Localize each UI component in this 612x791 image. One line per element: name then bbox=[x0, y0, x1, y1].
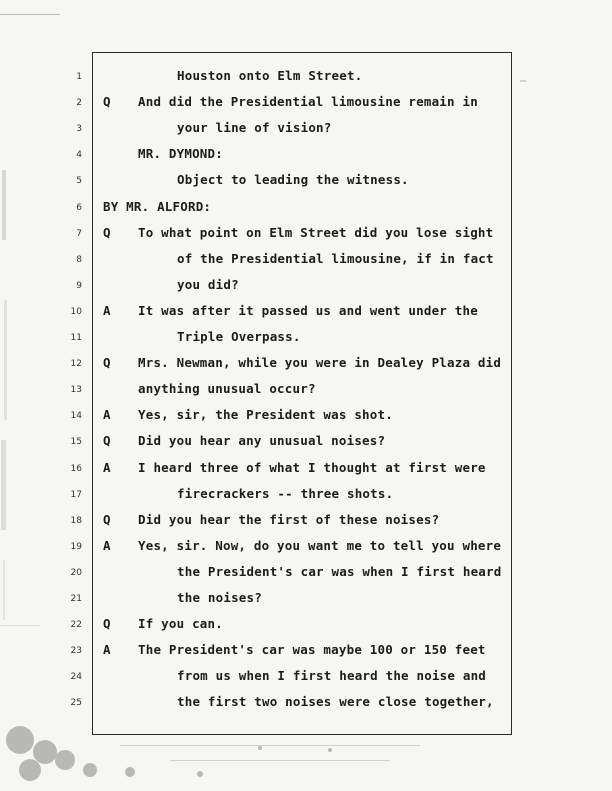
transcript-line bbox=[0, 275, 612, 299]
transcript-line bbox=[0, 640, 612, 664]
transcript-line bbox=[0, 66, 612, 90]
speaker-label: A bbox=[103, 302, 111, 318]
line-number: 18 bbox=[70, 515, 82, 526]
line-text: BY MR. ALFORD: bbox=[103, 198, 212, 214]
line-number: 23 bbox=[70, 646, 82, 657]
speaker-label: Q bbox=[103, 616, 111, 632]
line-number: 12 bbox=[70, 359, 82, 370]
line-number: 9 bbox=[76, 280, 82, 291]
speaker-label: Q bbox=[103, 355, 111, 371]
transcript-line bbox=[0, 536, 612, 560]
line-text: It was after it passed us and went under the bbox=[138, 302, 478, 318]
transcript-line bbox=[0, 144, 612, 168]
transcript-line bbox=[0, 666, 612, 690]
transcript-line bbox=[0, 484, 612, 508]
line-text: your line of vision? bbox=[177, 120, 332, 136]
line-text: Triple Overpass. bbox=[177, 329, 301, 344]
line-text: Mrs. Newman, while you were in Dealey Plaza did bbox=[138, 355, 502, 371]
line-text: firecrackers -- three shots. bbox=[177, 485, 394, 501]
line-number: 20 bbox=[70, 567, 82, 578]
line-number: 14 bbox=[70, 411, 82, 422]
transcript-line bbox=[0, 562, 612, 586]
transcript-line bbox=[0, 614, 612, 638]
line-number: 2 bbox=[76, 98, 82, 109]
line-text: MR. DYMOND: bbox=[138, 146, 223, 162]
line-text: the noises? bbox=[177, 590, 262, 605]
transcript-line bbox=[0, 118, 612, 142]
line-number: 15 bbox=[70, 437, 82, 448]
line-text: Did you hear the first of these noises? bbox=[138, 511, 440, 527]
transcript-line bbox=[0, 197, 612, 221]
line-text: Object to leading the witness. bbox=[177, 172, 409, 188]
line-text: To what point on Elm Street did you lose sight bbox=[138, 224, 494, 240]
speaker-label: Q bbox=[103, 433, 111, 449]
line-number: 25 bbox=[70, 698, 82, 709]
line-text: Yes, sir, the President was shot. bbox=[138, 407, 393, 423]
speaker-label: Q bbox=[103, 511, 111, 527]
transcript-line bbox=[0, 353, 612, 377]
transcript-line bbox=[0, 379, 612, 403]
line-text: of the Presidential limousine, if in fact bbox=[177, 250, 494, 266]
line-number: 13 bbox=[70, 385, 82, 396]
speaker-label: A bbox=[103, 407, 111, 423]
line-number: 19 bbox=[70, 541, 82, 552]
line-text: Did you hear any unusual noises? bbox=[138, 433, 386, 449]
transcript-line bbox=[0, 223, 612, 247]
speaker-label: A bbox=[103, 642, 111, 658]
transcript-line bbox=[0, 301, 612, 325]
line-number: 6 bbox=[76, 202, 82, 213]
line-number: 7 bbox=[76, 228, 82, 239]
transcript-line bbox=[0, 405, 612, 429]
line-number: 24 bbox=[70, 672, 82, 683]
line-number: 22 bbox=[70, 620, 82, 631]
transcript-line bbox=[0, 249, 612, 273]
transcript-line bbox=[0, 431, 612, 455]
speaker-label: A bbox=[103, 537, 111, 553]
line-number: 8 bbox=[76, 254, 82, 265]
line-number: 17 bbox=[70, 489, 82, 500]
line-number: 3 bbox=[76, 124, 82, 135]
line-text: you did? bbox=[177, 276, 239, 292]
line-number: 16 bbox=[70, 463, 82, 474]
line-text: And did the Presidential limousine remain in bbox=[138, 94, 478, 110]
line-text: anything unusual occur? bbox=[138, 381, 316, 397]
line-text: The President's car was maybe 100 or 150 feet bbox=[138, 642, 486, 658]
transcript-line bbox=[0, 510, 612, 534]
transcript-line bbox=[0, 588, 612, 612]
line-number: 11 bbox=[70, 333, 82, 343]
speaker-label: Q bbox=[103, 94, 111, 110]
speaker-label: Q bbox=[103, 224, 111, 240]
line-number: 10 bbox=[70, 306, 82, 317]
line-text: I heard three of what I thought at first were bbox=[138, 459, 486, 475]
line-number: 5 bbox=[76, 176, 82, 187]
line-text: the first two noises were close together, bbox=[177, 694, 494, 710]
transcript-line bbox=[0, 92, 612, 116]
line-number: 21 bbox=[70, 594, 82, 604]
line-text: Houston onto Elm Street. bbox=[177, 68, 363, 83]
transcript-line bbox=[0, 692, 612, 716]
line-text: If you can. bbox=[138, 616, 223, 632]
transcript-line bbox=[0, 170, 612, 194]
speaker-label: A bbox=[103, 459, 111, 475]
line-text: Yes, sir. Now, do you want me to tell you where bbox=[138, 537, 502, 553]
transcript-line bbox=[0, 458, 612, 482]
line-text: from us when I first heard the noise and bbox=[177, 668, 487, 684]
line-number: 1 bbox=[76, 72, 82, 82]
transcript-line bbox=[0, 327, 612, 351]
line-text: the President's car was when I first heard bbox=[177, 563, 502, 579]
line-number: 4 bbox=[76, 150, 82, 161]
